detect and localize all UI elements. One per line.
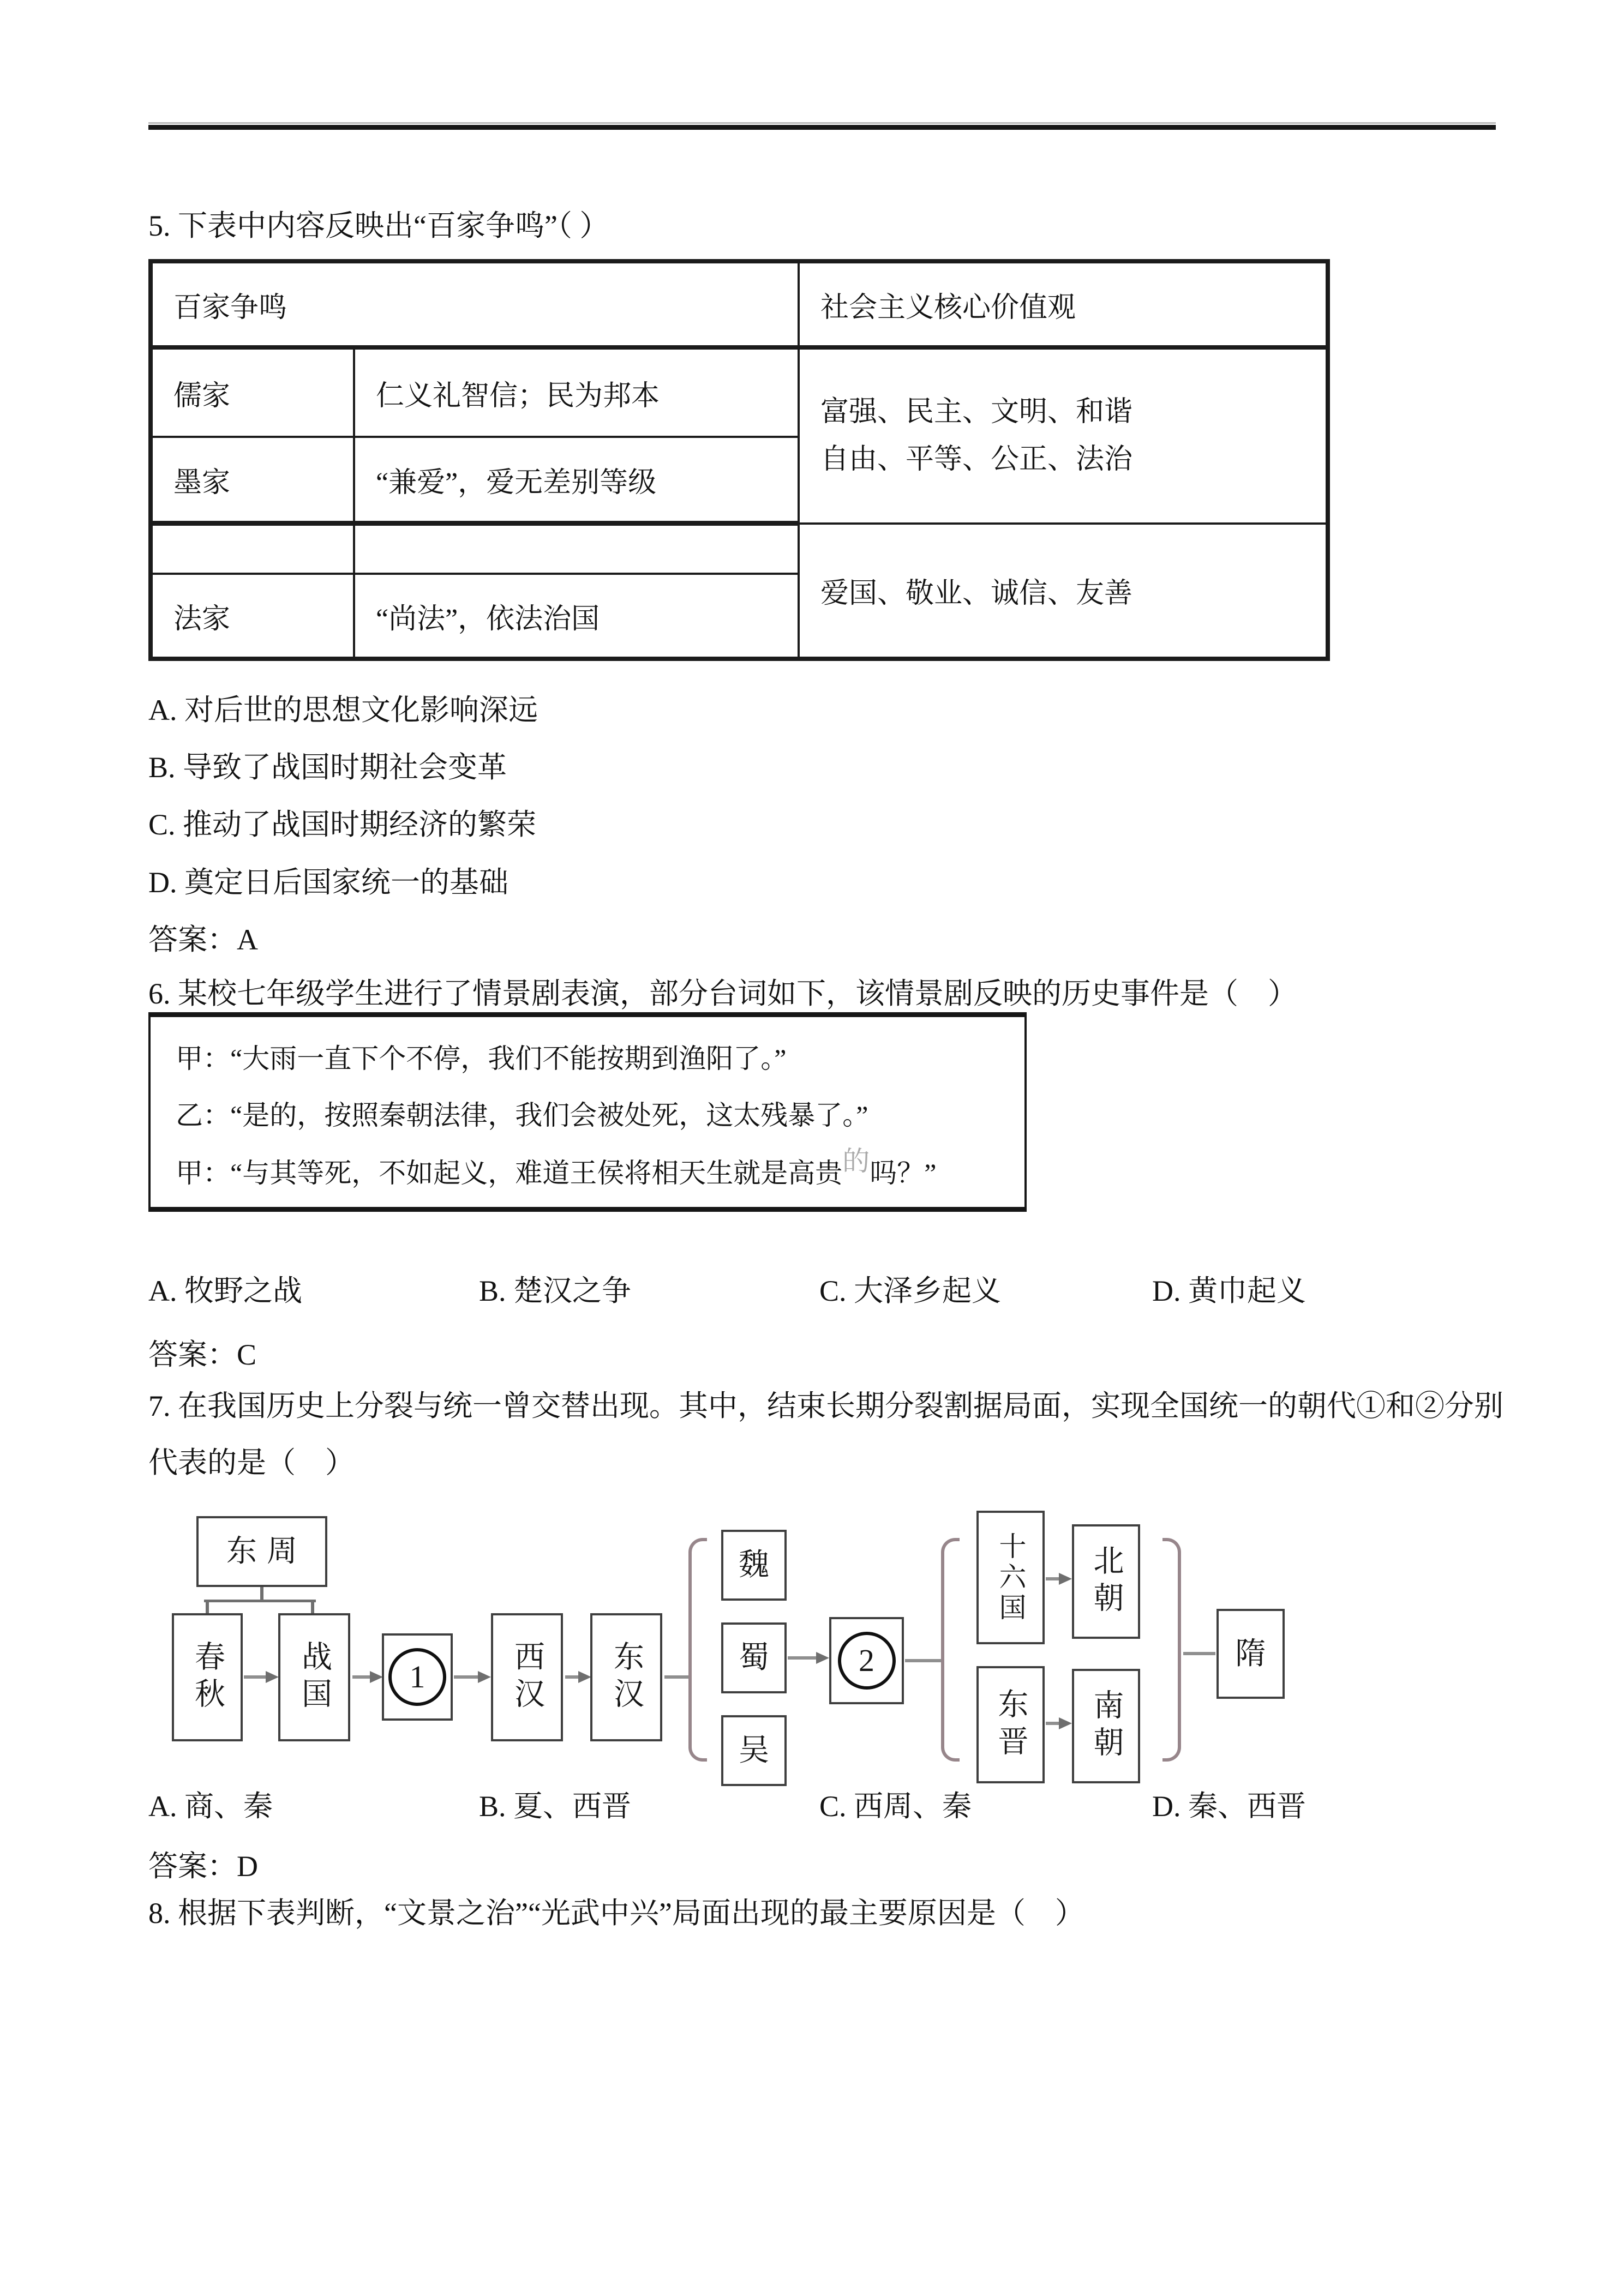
q6-option-b: B. 楚汉之争	[479, 1275, 632, 1307]
nanchao-label: 南朝	[1089, 1689, 1123, 1763]
q6-option-c: C. 大泽乡起义	[819, 1275, 1002, 1307]
line-node2-bracket	[905, 1659, 941, 1662]
q6-option-a: A. 牧野之战	[148, 1275, 302, 1307]
arrow-shu-node2	[788, 1656, 817, 1660]
arrow-chunqiu-zhanguo	[244, 1675, 267, 1679]
q6-dialog-line2: 乙：“是的，按照秦朝法律，我们会被处死，这太残暴了。”	[176, 1100, 868, 1131]
shiliuguo-label: 十六国	[995, 1531, 1026, 1624]
donghan-label: 东汉	[609, 1640, 643, 1715]
q5-cell-idea-empty	[354, 524, 799, 574]
diagram-box-zhanguo	[278, 1613, 350, 1741]
q6-dialog-line3	[176, 1146, 937, 1191]
zhanguo-label: 战国	[297, 1640, 331, 1715]
chunqiu-label: 春秋	[190, 1640, 224, 1715]
q5-cell-values-bottom: 爱国、敬业、诚信、友善	[799, 524, 1328, 659]
q6-dialog-box	[148, 1012, 1027, 1212]
bracket-close-north-south	[1162, 1538, 1181, 1762]
q5-table	[148, 259, 1330, 661]
q5-cell-school-mojia: 墨家	[151, 437, 354, 524]
arrow-dongjin-nanchao	[1046, 1722, 1060, 1725]
diagram-box-beichao	[1072, 1524, 1140, 1639]
q5-cell-values-top	[799, 347, 1328, 524]
q5-option-b: B. 导致了战国时期社会变革	[148, 751, 507, 784]
q5-option-c: C. 推动了战国时期经济的繁荣	[148, 808, 537, 841]
diagram-box-shu: 蜀	[721, 1622, 787, 1693]
circled-2-icon: 2	[838, 1632, 896, 1690]
q6-question: 6. 某校七年级学生进行了情景剧表演，部分台词如下，该情景剧反映的历史事件是（ ）	[148, 977, 1297, 1010]
arrow-shiliuguo-beichao	[1046, 1577, 1060, 1580]
page-rule	[148, 125, 1496, 130]
arrow-node1-xihan	[454, 1675, 479, 1679]
diagram-box-wu: 吴	[721, 1715, 787, 1786]
diagram-box-xihan	[491, 1613, 563, 1741]
diagram-box-dongzhou: 东周	[196, 1516, 327, 1587]
q5-cell-idea-fajia: “尚法”，依法治国	[354, 574, 799, 659]
diagram-connector-stub-right	[311, 1600, 314, 1614]
q6-dialog-line3-prefix: 甲：“与其等死，不如起义，难道王侯将相天生就是高贵	[176, 1158, 843, 1188]
q7-answer: 答案：D	[148, 1850, 258, 1883]
q5-option-d: D. 奠定日后国家统一的基础	[148, 866, 508, 899]
q5-cell-school-fajia: 法家	[151, 574, 354, 659]
beichao-label: 北朝	[1089, 1544, 1123, 1619]
q6-option-d: D. 黄巾起义	[1152, 1275, 1306, 1307]
diagram-box-nanchao	[1072, 1669, 1140, 1783]
xihan-label: 西汉	[510, 1640, 544, 1715]
diagram-connector-stub-left	[206, 1600, 209, 1614]
q5-question: 5. 下表中内容反映出“百家争鸣”（ ）	[148, 209, 609, 242]
q7-question-line2: 代表的是（ ）	[148, 1446, 355, 1479]
q8-question: 8. 根据下表判断，“文景之治”“光武中兴”局面出现的最主要原因是（ ）	[148, 1897, 1084, 1930]
q7-question-line1: 7. 在我国历史上分裂与统一曾交替出现。其中，结束长期分裂割据局面，实现全国统一的朝代①和②分别	[148, 1390, 1503, 1422]
dongjin-label: 东晋	[993, 1687, 1028, 1762]
q5-table-header-left: 百家争鸣	[151, 261, 799, 347]
q7-option-a: A. 商、秦	[148, 1790, 273, 1823]
q6-dialog-line3-suffix: 吗？”	[870, 1158, 937, 1188]
bracket-open-three-kingdoms	[688, 1538, 707, 1762]
q5-table-row-empty	[151, 524, 1328, 574]
diagram-box-dongjin	[976, 1666, 1045, 1783]
arrow-xihan-donghan	[565, 1675, 579, 1679]
q5-values-line1: 富强、民主、文明、和谐	[820, 396, 1133, 428]
q6-answer: 答案：C	[148, 1338, 257, 1371]
q6-dialog-line3-ghost: 的	[842, 1146, 870, 1176]
q5-table-header-right: 社会主义核心价值观	[799, 261, 1328, 347]
circled-1-icon: 1	[388, 1648, 446, 1706]
diagram-connector-bar	[204, 1600, 316, 1602]
q5-cell-school-rujia: 儒家	[151, 347, 354, 437]
q6-dialog-line1: 甲：“大雨一直下个不停，我们不能按期到渔阳了。”	[176, 1043, 787, 1074]
q7-option-b: B. 夏、西晋	[479, 1790, 632, 1823]
diagram-box-shiliuguo	[976, 1511, 1045, 1644]
bracket-open-north-south	[941, 1538, 960, 1762]
diagram-box-node2	[829, 1617, 904, 1704]
diagram-box-wei: 魏	[721, 1530, 787, 1601]
q5-table-header-row	[151, 261, 1328, 347]
q5-answer: 答案：A	[148, 923, 258, 956]
q7-option-c: C. 西周、秦	[819, 1790, 972, 1823]
page-rule-shadow	[148, 122, 1496, 124]
q5-table-row-rujia	[151, 347, 1328, 437]
arrow-zhanguo-node1	[352, 1675, 371, 1679]
q5-cell-school-empty	[151, 524, 354, 574]
q7-option-d: D. 秦、西晋	[1152, 1790, 1306, 1823]
diagram-box-donghan	[590, 1613, 662, 1741]
line-donghan-bracket	[664, 1675, 688, 1679]
q5-cell-idea-rujia: 仁义礼智信；民为邦本	[354, 347, 799, 437]
line-bracket-sui	[1183, 1652, 1215, 1655]
diagram-connector-stem	[260, 1587, 263, 1602]
q5-option-a: A. 对后世的思想文化影响深远	[148, 694, 538, 726]
diagram-box-sui: 隋	[1216, 1609, 1285, 1699]
q5-cell-idea-mojia: “兼爱”，爱无差别等级	[354, 437, 799, 524]
diagram-box-node1	[382, 1633, 453, 1721]
diagram-box-chunqiu	[172, 1613, 243, 1741]
q5-values-line2: 自由、平等、公正、法治	[820, 444, 1133, 476]
